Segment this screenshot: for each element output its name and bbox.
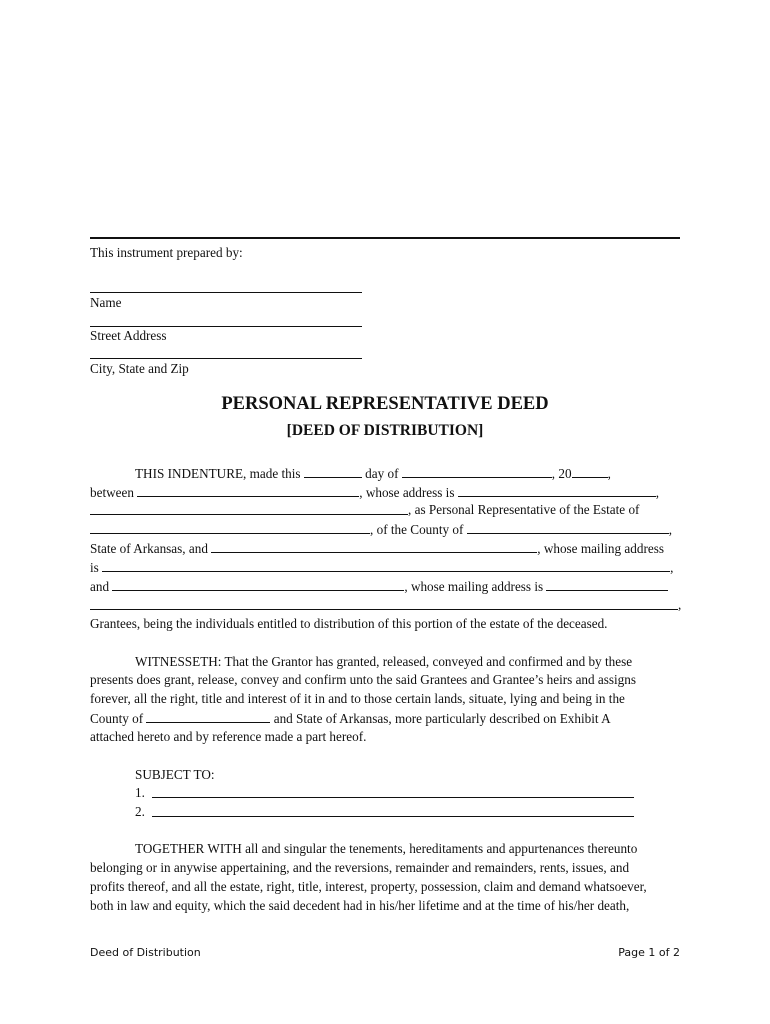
- deed-subtitle: [DEED OF DISTRIBUTION]: [286, 422, 484, 439]
- comma-text: ,: [607, 466, 611, 481]
- grantee-1-address-blank: [102, 559, 670, 572]
- grantor-address-blank: [458, 484, 656, 497]
- together-line-3: profits thereof, and all the estate, right, title, interest, property, possession, claim and demand whatsoever,: [90, 879, 647, 894]
- mailing-address-is-text: , whose mailing address is: [404, 579, 544, 594]
- indenture-line-4: [370, 521, 672, 538]
- name-label: Name: [90, 295, 122, 310]
- grantee-2-address-blank: [546, 578, 668, 591]
- witnesseth-line-1: WITNESSETH: That the Grantor has granted, released, conveyed and confirmed and by these: [135, 654, 633, 669]
- subject-to-item-2: 2.: [135, 804, 145, 819]
- indenture-line-5: [90, 540, 664, 557]
- witnesseth-line-4: [90, 710, 611, 727]
- subject-to-heading: SUBJECT TO:: [135, 767, 215, 782]
- name-blank-line: [90, 292, 362, 293]
- grantee-1-name-blank: [211, 540, 537, 553]
- subject-to-item-2-blank: [152, 816, 634, 817]
- and-text: and: [90, 579, 110, 594]
- indenture-line-1: [135, 465, 611, 482]
- witnesseth-line-3: forever, all the right, title and interest of it in and to those certain lands, situate, lying and being in the: [90, 691, 625, 706]
- header-rule: [90, 237, 680, 239]
- prepared-by-heading: This instrument prepared by:: [90, 245, 243, 260]
- exhibit-county-blank: [146, 710, 270, 723]
- footer-title: Deed of Distribution: [90, 946, 201, 959]
- county-of-label: County of: [90, 711, 144, 726]
- mailing-address-text: , whose mailing address: [537, 541, 664, 556]
- is-text: is: [90, 560, 99, 575]
- between-text: between: [90, 485, 134, 500]
- grantor-name-blank: [137, 484, 359, 497]
- day-of-text: day of: [365, 466, 399, 481]
- comma-text: ,: [668, 522, 672, 537]
- indenture-line-6: [90, 559, 673, 576]
- together-line-4: both in law and equity, which the said decedent had in his/her lifetime and at the time of his/her death,: [90, 898, 630, 913]
- together-line-2: belonging or in anywise appertaining, and the reversions, remainder and remainders, rents, issues, and: [90, 860, 630, 875]
- witnesseth-line-5: attached hereto and by reference made a part hereof.: [90, 729, 367, 744]
- comma-text: ,: [655, 485, 660, 500]
- subject-to-item-1-blank: [152, 797, 634, 798]
- city-label: City, State and Zip: [90, 361, 189, 376]
- indenture-line-2: [90, 484, 659, 501]
- grantees-statement: Grantees, being the individuals entitled to distribution of this portion of the estate of the deceased.: [90, 616, 608, 631]
- state-arkansas-text: State of Arkansas, and: [90, 541, 208, 556]
- county-of-text: , of the County of: [370, 522, 464, 537]
- comma-text: ,: [678, 597, 682, 612]
- indenture-line-7: [90, 578, 668, 595]
- deed-title: PERSONAL REPRESENTATIVE DEED: [221, 394, 549, 414]
- personal-rep-text: , as Personal Representative of the Estate of: [408, 502, 640, 517]
- city-blank-line: [90, 358, 362, 359]
- comma-text: ,: [670, 560, 674, 575]
- whose-address-text: , whose address is: [359, 485, 455, 500]
- year-blank: [572, 465, 608, 478]
- footer-page-number: Page 1 of 2: [618, 946, 680, 959]
- month-blank: [402, 465, 552, 478]
- grantor-address-blank-2: [90, 514, 408, 515]
- together-line-1: TOGETHER WITH all and singular the tenements, hereditaments and appurtenances thereunto: [135, 841, 638, 856]
- year-prefix-text: , 20: [551, 466, 572, 481]
- grantee-2-address-blank-2: [90, 609, 678, 610]
- state-description-text: and State of Arkansas, more particularly described on Exhibit A: [273, 711, 611, 726]
- decedent-name-blank: [90, 533, 370, 534]
- street-blank-line: [90, 326, 362, 327]
- street-label: Street Address: [90, 328, 167, 343]
- county-blank: [467, 521, 669, 534]
- indenture-made-text: THIS INDENTURE, made this: [135, 466, 301, 481]
- subject-to-item-1: 1.: [135, 785, 145, 800]
- witnesseth-line-2: presents does grant, release, convey and confirm unto the said Grantees and Grantee’s heirs and assigns: [90, 672, 637, 687]
- grantee-2-name-blank: [112, 578, 404, 591]
- day-blank: [304, 465, 362, 478]
